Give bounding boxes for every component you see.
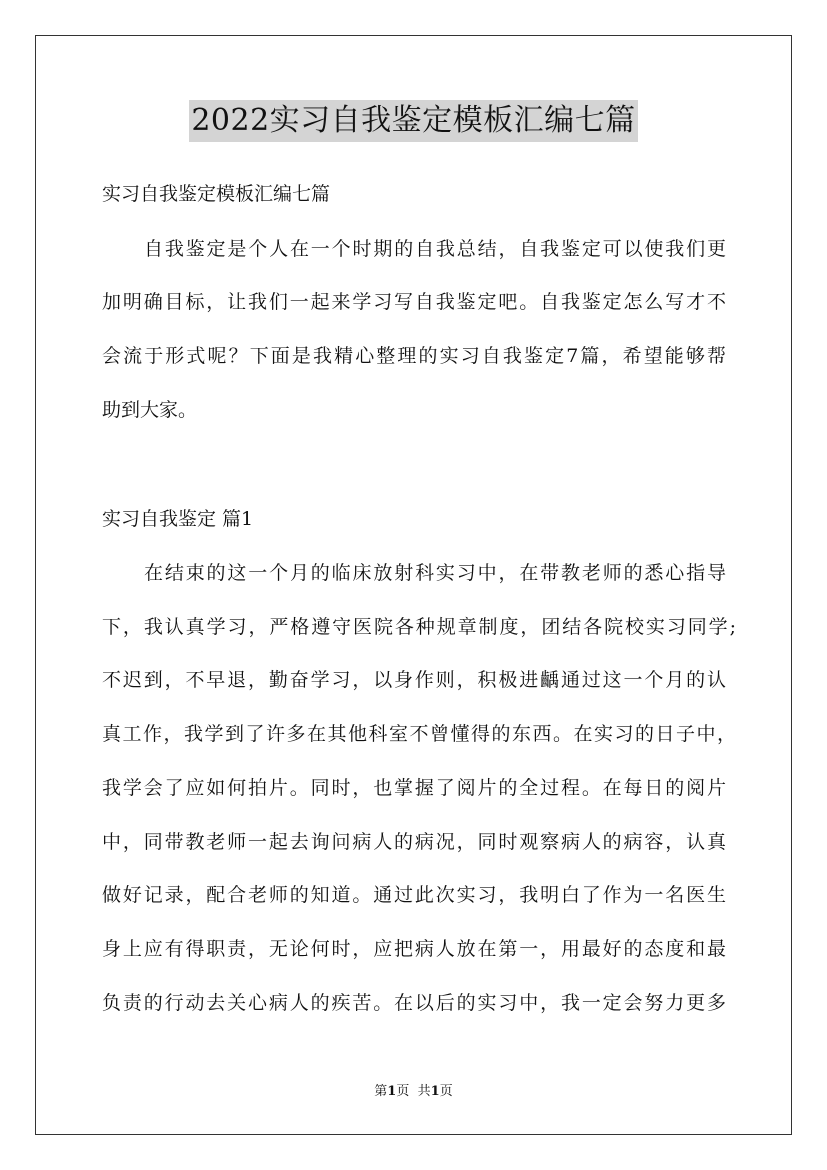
section-line: 中，同带教老师一起去询问病人的病况，同时观察病人的病容，认真 (102, 831, 726, 853)
document-title: 2022实习自我鉴定模板汇编七篇 (189, 100, 637, 142)
page-suffix: 页 (396, 1084, 410, 1099)
page-number: 1 (387, 1084, 397, 1099)
title-container (0, 100, 827, 142)
total-prefix: 共 (417, 1084, 431, 1099)
section-line: 在结束的这一个月的临床放射科实习中，在带教老师的悉心指导 (144, 562, 726, 584)
section-line: 不迟到，不早退，勤奋学习，以身作则，积极进齲通过这一个月的认 (102, 669, 726, 691)
intro-line: 助到大家。 (102, 399, 198, 421)
page-prefix: 第 (374, 1084, 388, 1099)
section-line: 负责的行动去关心病人的疾苦。在以后的实习中，我一定会努力更多 (102, 992, 726, 1014)
document-subtitle: 实习自我鉴定模板汇编七篇 (102, 183, 331, 205)
total-pages: 1 (430, 1084, 440, 1099)
page-footer (0, 1083, 827, 1101)
section-line: 我学会了应如何拍片。同时，也掌握了阅片的全过程。在每日的阅片 (102, 777, 726, 799)
section-line: 身上应有得职责，无论何时，应把病人放在第一，用最好的态度和最 (102, 938, 726, 960)
section-line: 做好记录，配合老师的知道。通过此次实习，我明白了作为一名医生 (102, 884, 726, 906)
section-line: 真工作，我学到了许多在其他科室不曾懂得的东西。在实习的日子中， (102, 723, 736, 745)
section-line: 下，我认真学习，严格遵守医院各种规章制度，团结各院校实习同学; (102, 616, 736, 638)
total-suffix: 页 (439, 1084, 453, 1099)
intro-line: 自我鉴定是个人在一个时期的自我总结，自我鉴定可以使我们更 (144, 238, 726, 260)
intro-line: 加明确目标，让我们一起来学习写自我鉴定吧。自我鉴定怎么写才不 (102, 291, 726, 313)
intro-line: 会流于形式呢？下面是我精心整理的实习自我鉴定7篇，希望能够帮 (102, 345, 726, 367)
section-heading: 实习自我鉴定 篇1 (102, 508, 254, 530)
